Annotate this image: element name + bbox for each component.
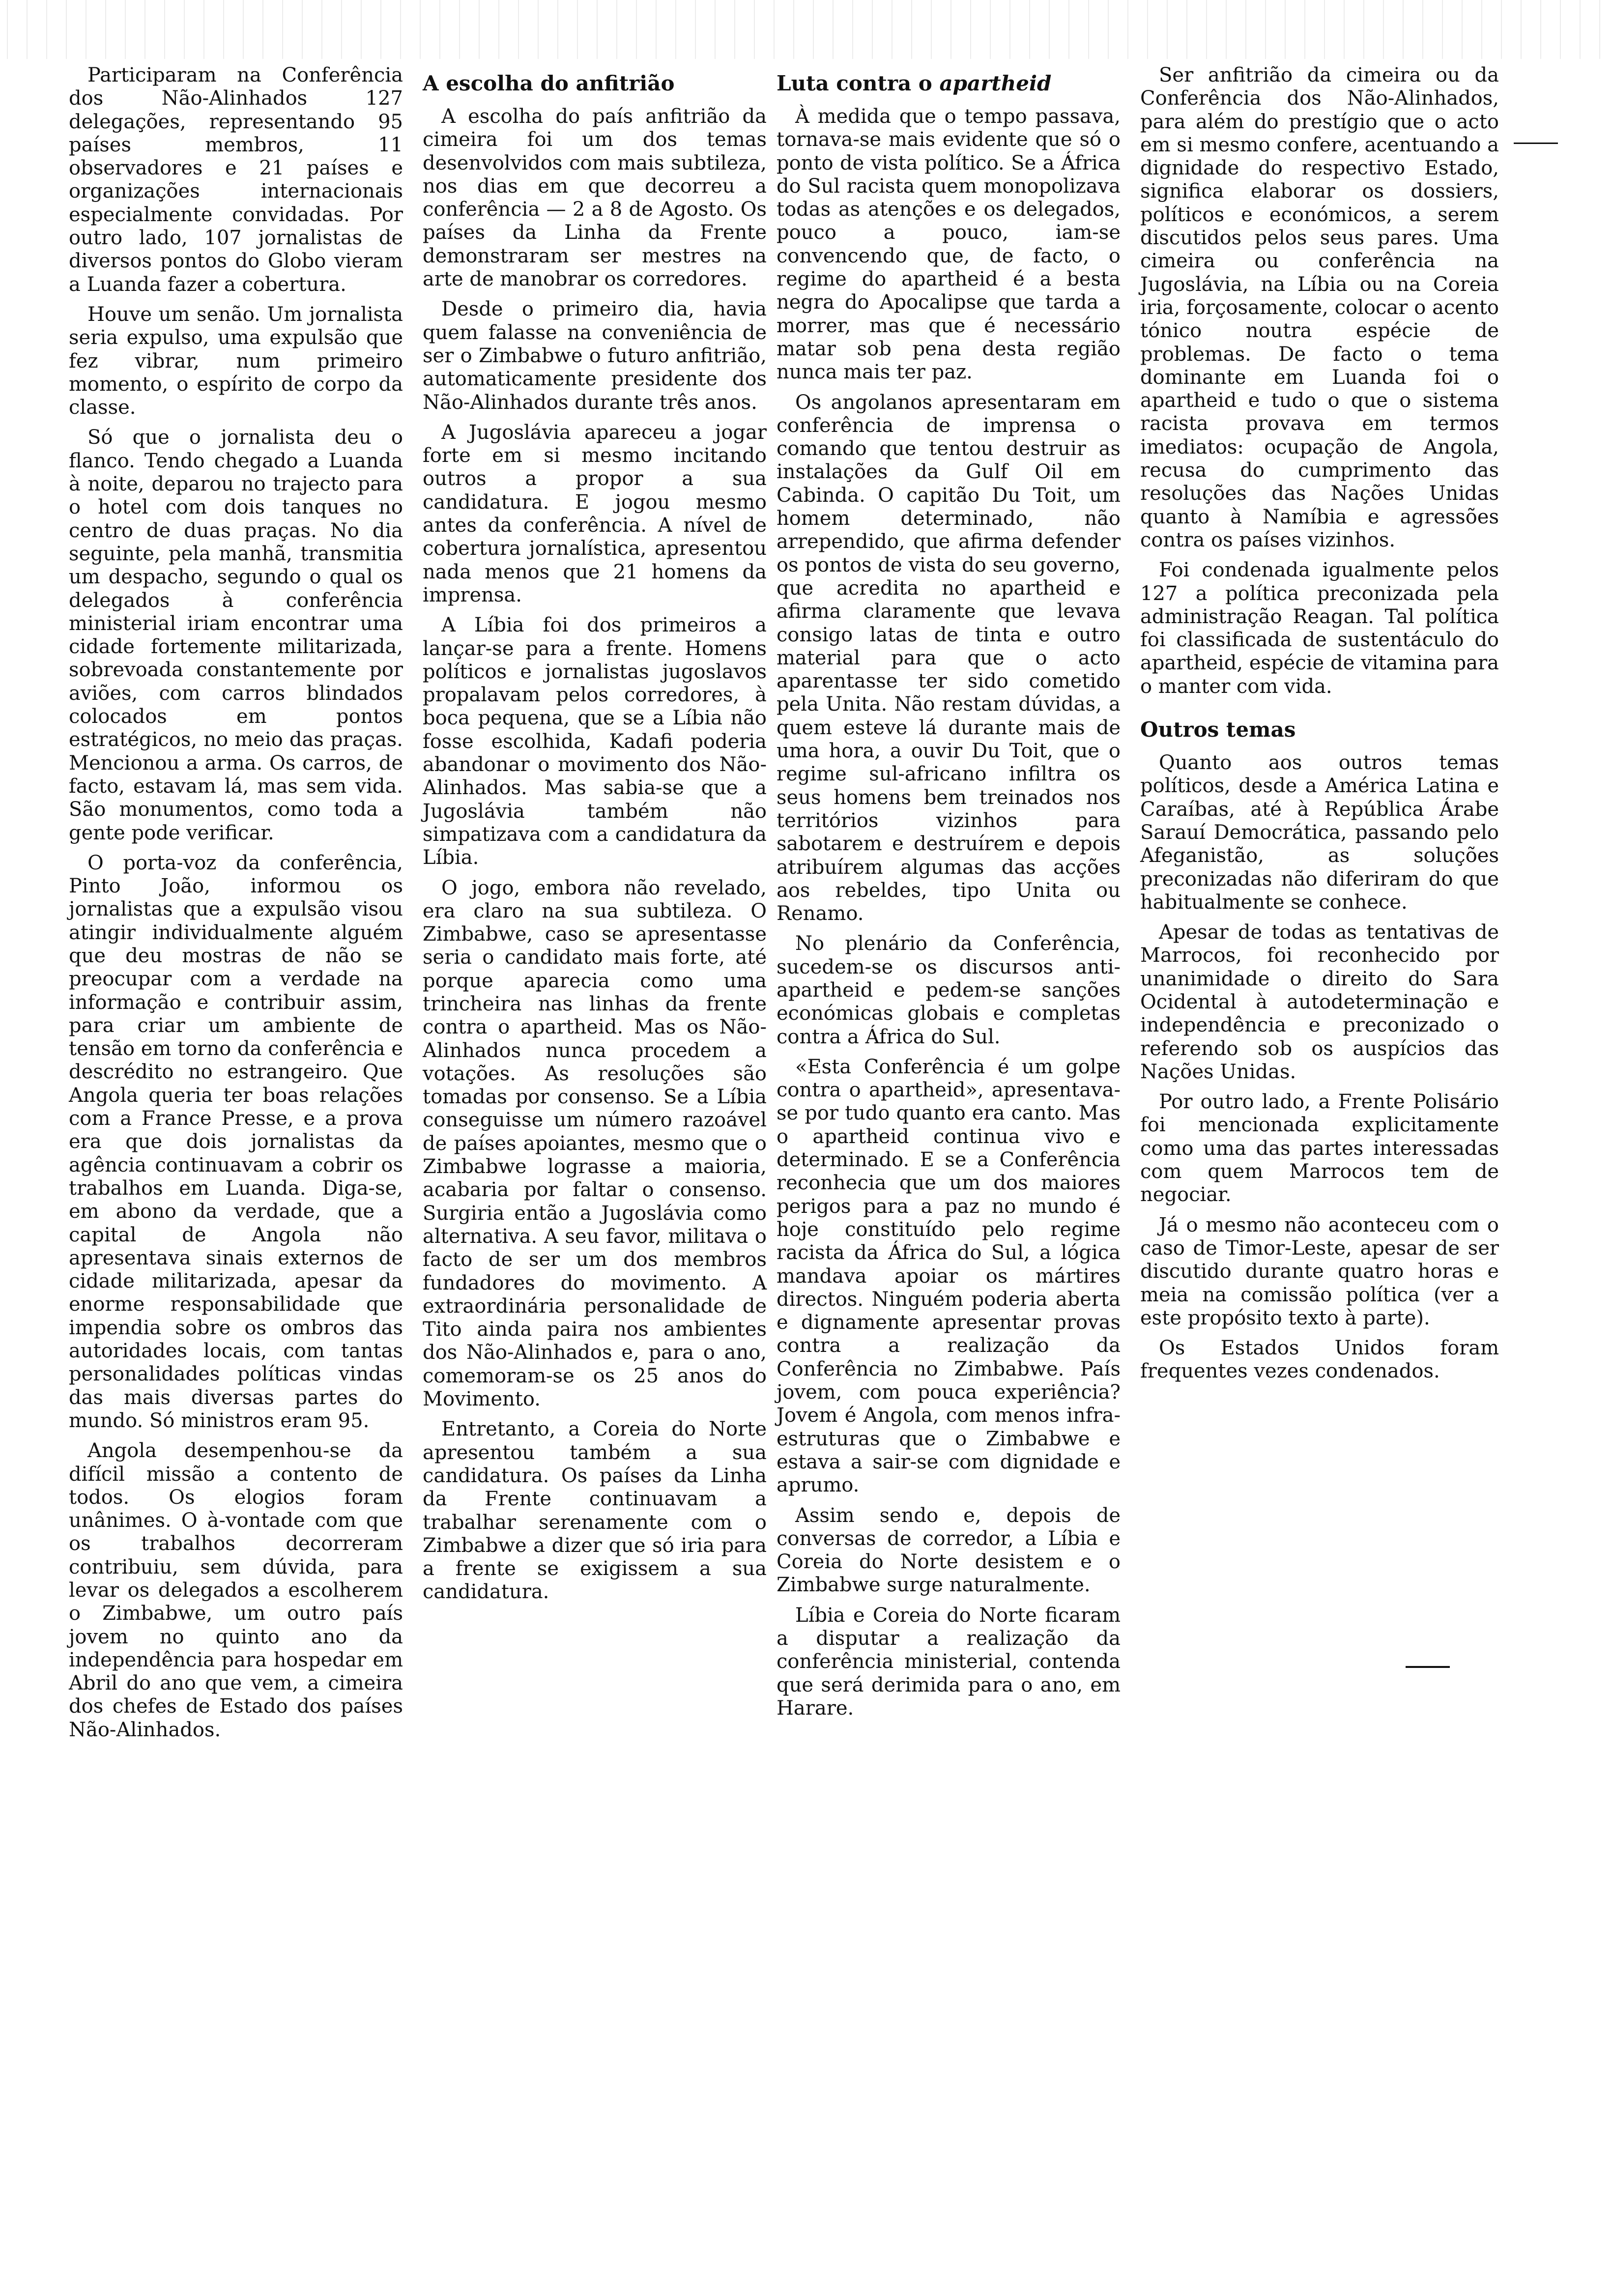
paragraph: O porta-voz da conferência, Pinto João, informou os jornalistas que a expulsão visou atingir individualmente alguém que deu mostras de não se preocupar com a verdade na informação e contribuir assim, para criar um ambiente de tensão em torno da conferência e descrédito no estrangeiro. Que Angola queria ter boas relações com a France Presse, e a prova era que dois jornalistas da agência continuavam a cobrir os trabalhos em Luanda. Diga-se, em abono da verdade, que a capital de Angola não apresentava sinais externos de cidade militarizada, apesar da enorme responsabilidade que impendia sobre os ombros das autoridades locais, com tantas personalidades políticas vindas das mais diversas partes do mundo. Só ministros eram 95. [69, 851, 403, 1432]
section-heading-luta-apartheid [777, 70, 1121, 97]
paragraph: Angola desempenhou-se da difícil missão a contento de todos. Os elogios foram unânimes. O à-vontade com que os trabalhos decorreram contribuiu, sem dúvida, para levar os delegados a escolherem o Zimbabwe, um outro país jovem no quinto ano da independência para hospedar em Abril do ano que vem, a cimeira dos chefes de Estado dos países Não-Alinhados. [69, 1439, 403, 1741]
paragraph: A Líbia foi dos primeiros a lançar-se para a frente. Homens políticos e jornalistas jugoslavos propalavam pelos corredores, à boca pequena, que se a Líbia não fosse escolhida, Kadafi poderia abandonar o movimento dos Não-Alinhados. Mas sabia-se que a Jugoslávia também não simpatizava com a candidatura da Líbia. [423, 614, 767, 869]
paragraph: O jogo, embora não revelado, era claro na sua subtileza. O Zimbabwe, caso se apresentasse seria o candidato mais forte, até porque aparecia como uma trincheira nas linhas da frente contra o apartheid. Mas os Não-Alinhados nunca procedem a votações. As resoluções são tomadas por consenso. Se a Líbia conseguisse um número razoável de países apoiantes, mesmo que o Zimbabwe lograsse a maioria, acabaria por faltar o consenso. Surgiria então a Jugoslávia como alternativa. A seu favor, militava o facto de ser um dos membros fundadores do movimento. A extraordinária personalidade de Tito ainda paira nos ambientes dos Não-Alinhados e, para o ano, comemoram-se os 25 anos do Movimento. [423, 876, 767, 1411]
heading-emphasis: apartheid [939, 71, 1052, 95]
scan-mark [1406, 1666, 1450, 1668]
paragraph: Ser anfitrião da cimeira ou da Conferência dos Não-Alinhados, para além do prestígio que o acto em si mesmo confere, acentuando a dignidade do respectivo Estado, significa elaborar os dossiers, políticos e económicos, a serem discutidos pelos seus pares. Uma cimeira ou conferência na Jugoslávia, na Líbia ou na Coreia iria, forçosamente, colocar o acento tónico noutra espécie de problemas. De facto o tema dominante em Luanda foi o apartheid e tudo o que o sistema racista provava em termos imediatos: ocupação de Angola, recusa do cumprimento das resoluções das Nações Unidas quanto à Namíbia e agressões contra os países vizinhos. [1140, 64, 1499, 551]
paragraph: À medida que o tempo passava, tornava-se mais evidente que só o ponto de vista político. Se a África do Sul racista quem monopolizava todas as atenções e os delegados, pouco a pouco, iam-se convencendo que, de facto, o regime do apartheid é a besta negra do Apocalipse que tarda a morrer, mas que é necessário matar sob pena desta região nunca mais ter paz. [777, 105, 1121, 384]
paragraph: Por outro lado, a Frente Polisário foi mencionada explicitamente como uma das partes interessadas com quem Marrocos tem de negociar. [1140, 1091, 1499, 1206]
article-column-3 [777, 64, 1121, 1727]
article-column-1 [69, 64, 403, 1749]
paragraph: Entretanto, a Coreia do Norte apresentou também a sua candidatura. Os países da Linha da Frente continuavam a trabalhar serenamente com o Zimbabwe a dizer que só iria para a frente se exigissem a sua candidatura. [423, 1418, 767, 1604]
paragraph: Houve um senão. Um jornalista seria expulso, uma expulsão que fez vibrar, num primeiro momento, o espírito de corpo da classe. [69, 303, 403, 419]
paragraph: Os Estados Unidos foram frequentes vezes condenados. [1140, 1337, 1499, 1383]
paragraph: Líbia e Coreia do Norte ficaram a disputar a realização da conferência ministerial, contenda que será derimida para o ano, em Harare. [777, 1604, 1121, 1720]
paragraph: Os angolanos apresentaram em conferência de imprensa o comando que tentou destruir as instalações da Gulf Oil em Cabinda. O capitão Du Toit, um homem determinado, não arrependido, que afirma defender os pontos de vista do seu governo, que acredita no apartheid e afirma claramente que levava consigo latas de tinta e outro material para que o acto aparentasse ter sido cometido pela Unita. Não restam dúvidas, a quem esteve lá durante mais de uma hora, a ouvir Du Toit, que o regime sul-africano infiltra os seus homens bem treinados nos territórios vizinhos para sabotarem e destruírem e depois atribuírem algumas das acções aos rebeldes, tipo Unita ou Renamo. [777, 391, 1121, 925]
scan-mark [1514, 143, 1558, 144]
paragraph: Desde o primeiro dia, havia quem falasse na conveniência de ser o Zimbabwe o futuro anfitrião, automaticamente presidente dos Não-Alinhados durante três anos. [423, 298, 767, 414]
paragraph: «Esta Conferência é um golpe contra o apartheid», apresentava-se por tudo quanto era canto. Mas o apartheid continua vivo e determinado. E se a Conferência reconhecia que um dos maiores perigos para a paz no mundo é hoje constituído pelo regime racista da África do Sul, a lógica mandava apoiar os mártires directos. Ninguém poderia aberta e dignamente apresentar provas contra a realização da Conferência no Zimbabwe. País jovem, com pouca experiência? Jovem é Angola, com menos infra-estruturas que o Zimbabwe e estava a sair-se com dignidade e aprumo. [777, 1055, 1121, 1497]
paragraph: Foi condenada igualmente pelos 127 a política preconizada pela administração Reagan. Tal política foi classificada de sustentáculo do apartheid, espécie de vitamina para o manter com vida. [1140, 559, 1499, 698]
paragraph: Já o mesmo não aconteceu com o caso de Timor-Leste, apesar de ser discutido durante quatro horas e meia na comissão política (ver a este propósito texto à parte). [1140, 1213, 1499, 1329]
paragraph: A escolha do país anfitrião da cimeira foi um dos temas desenvolvidos com mais subtileza, nos dias em que decorreu a conferência — 2 a 8 de Agosto. Os países da Linha da Frente demonstraram ser mestres na arte de manobrar os corredores. [423, 105, 767, 291]
paragraph: Apesar de todas as tentativas de Marrocos, foi reconhecido por unanimidade o direito do Sara Ocidental à autodeterminação e independência e preconizado o referendo sob os auspícios das Nações Unidas. [1140, 921, 1499, 1083]
section-heading-outros-temas: Outros temas [1140, 718, 1296, 742]
heading-text: Luta contra o [777, 71, 940, 95]
paragraph: No plenário da Conferência, sucedem-se os discursos anti-apartheid e pedem-se sanções económicas globais e completas contra a África do Sul. [777, 932, 1121, 1048]
paragraph: Só que o jornalista deu o flanco. Tendo chegado a Luanda à noite, deparou no trajecto para o hotel com dois tanques no centro de duas praças. No dia seguinte, pela manhã, transmitia um despacho, segundo o qual os delegados à conferência ministerial iriam encontrar uma cidade fortemente militarizada, sobrevoada constantemente por aviões, com carros blindados colocados em pontos estratégicos, no meio das praças. Mencionou a arma. Os carros, de facto, estavam lá, mas sem vida. São monumentos, como toda a gente pode verificar. [69, 426, 403, 844]
scan-noise [0, 0, 1612, 59]
section-heading-escolha-anfitriao: A escolha do anfitrião [423, 71, 675, 95]
paragraph: Participaram na Conferência dos Não-Alinhados 127 delegações, representando 95 países membros, 11 observadores e 21 países e organizações internacionais especialmente convidadas. Por outro lado, 107 jornalistas de diversos pontos do Globo vieram a Luanda fazer a cobertura. [69, 64, 403, 296]
paragraph: Quanto aos outros temas políticos, desde a América Latina e Caraíbas, até à República Árabe Sarauí Democrática, passando pelo Afeganistão, as soluções preconizadas não diferiram do que habitualmente se conhece. [1140, 751, 1499, 914]
article-column-2 [423, 64, 767, 1611]
article-column-4 [1140, 64, 1499, 1390]
paragraph: Assim sendo e, depois de conversas de corredor, a Líbia e Coreia do Norte desistem e o Zimbabwe surge naturalmente. [777, 1504, 1121, 1597]
paragraph: A Jugoslávia apareceu a jogar forte em si mesmo incitando outros a propor a sua candidatura. E jogou mesmo antes da conferência. A nível de cobertura jornalística, apresentou nada menos que 21 homens da imprensa. [423, 421, 767, 606]
